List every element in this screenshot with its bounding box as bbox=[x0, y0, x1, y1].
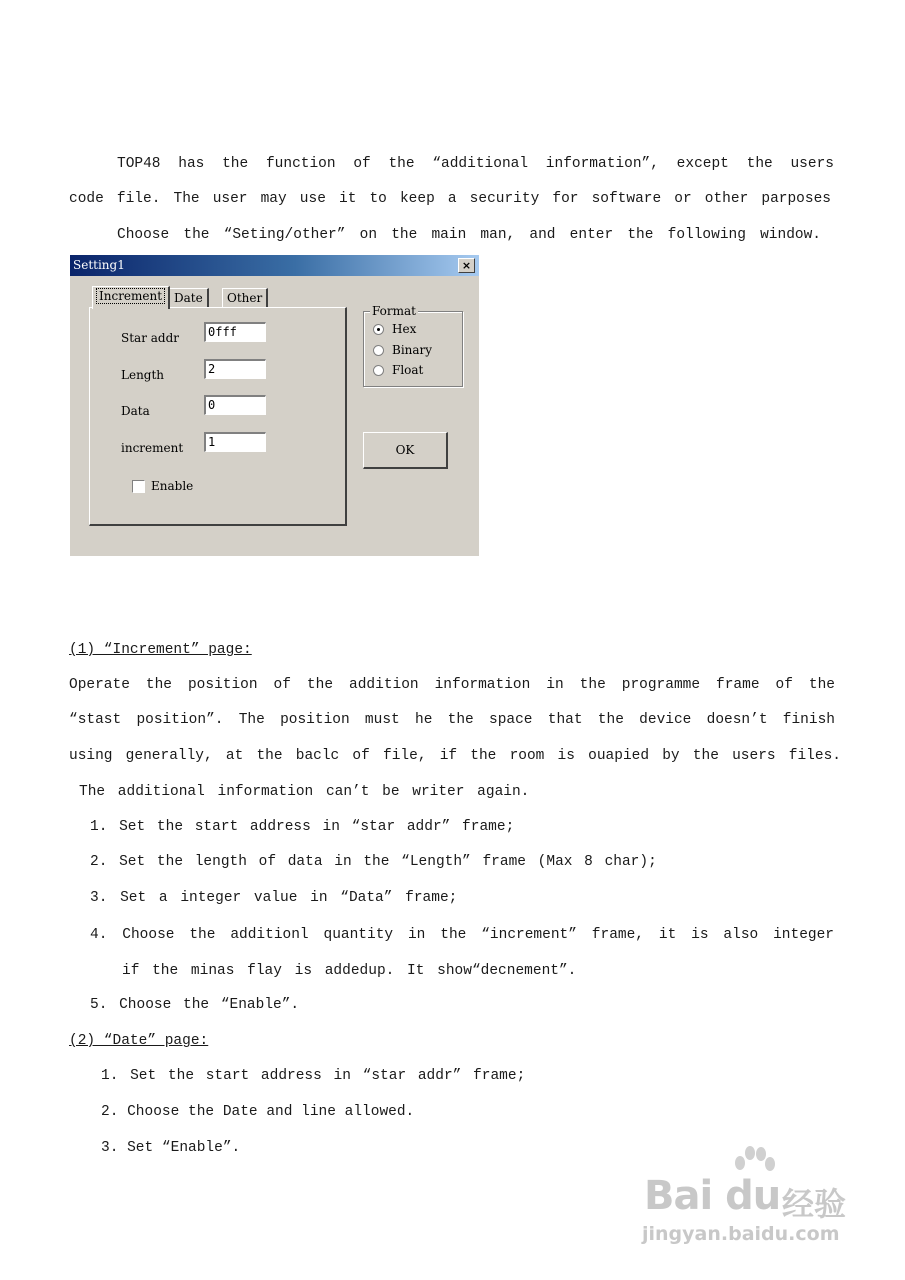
increment-input[interactable]: 1 bbox=[204, 432, 266, 452]
section1-heading: (1) “Increment” page: bbox=[69, 642, 252, 658]
radio-float[interactable] bbox=[373, 365, 384, 376]
section1-step-2: 2. Set the length of data in the “Length” frame (Max 8 char); bbox=[90, 854, 657, 870]
enable-checkbox[interactable] bbox=[132, 480, 145, 493]
radio-float-label: Float bbox=[392, 363, 424, 377]
section1-body-2: “stast position”. The position must he the space that the device doesn’t finish bbox=[69, 712, 835, 728]
radio-hex-label: Hex bbox=[392, 322, 417, 336]
section1-step-1: 1. Set the start address in “star addr” frame; bbox=[90, 819, 515, 835]
format-legend: Format bbox=[372, 304, 416, 318]
section1-step-5: 5. Choose the “Enable”. bbox=[90, 997, 300, 1013]
dialog-title: Setting1 bbox=[73, 258, 125, 272]
section2-step-3: 3. Set “Enable”. bbox=[101, 1140, 241, 1156]
intro-line-3: Choose the “Seting/other” on the main man, and enter the following window. bbox=[117, 227, 821, 243]
close-icon[interactable]: × bbox=[458, 258, 475, 273]
section1-step-4-cont: if the minas flay is addedup. It show“decnement”. bbox=[122, 963, 577, 979]
section2-step-1: 1. Set the start address in “star addr” frame; bbox=[101, 1068, 526, 1084]
radio-binary[interactable] bbox=[373, 345, 384, 356]
data-label: Data bbox=[121, 404, 150, 418]
tab-other[interactable]: Other bbox=[222, 288, 268, 308]
dialog-titlebar bbox=[70, 255, 479, 276]
intro-line-2: code file. The user may use it to keep a security for software or other parposes bbox=[69, 191, 831, 207]
baidu-watermark bbox=[640, 1145, 860, 1255]
watermark-url: jingyan.baidu.com bbox=[642, 1223, 840, 1245]
watermark-logo: Bai du bbox=[644, 1173, 781, 1219]
tab-date[interactable]: Date bbox=[169, 288, 209, 308]
length-input[interactable]: 2 bbox=[204, 359, 266, 379]
ok-button[interactable]: OK bbox=[363, 432, 448, 469]
settings-dialog bbox=[70, 255, 479, 556]
section2-heading: (2) “Date” page: bbox=[69, 1033, 209, 1049]
section1-step-4: 4. Choose the additionl quantity in the “increment” frame, it is also integer bbox=[90, 927, 834, 943]
section1-body-3: using generally, at the baclc of file, if the room is ouapied by the users files. bbox=[69, 748, 841, 764]
data-input[interactable]: 0 bbox=[204, 395, 266, 415]
star-addr-input[interactable]: 0fff bbox=[204, 322, 266, 342]
increment-label: increment bbox=[121, 441, 184, 455]
length-label: Length bbox=[121, 368, 165, 382]
radio-binary-label: Binary bbox=[392, 343, 433, 357]
enable-label: Enable bbox=[151, 479, 194, 493]
intro-line-1: TOP48 has the function of the “additional information”, except the users bbox=[117, 156, 834, 172]
watermark-chinese: 经验 bbox=[782, 1185, 847, 1223]
section2-step-2: 2. Choose the Date and line allowed. bbox=[101, 1104, 415, 1120]
radio-hex[interactable] bbox=[373, 324, 384, 335]
tab-increment[interactable]: Increment bbox=[92, 286, 170, 309]
section1-step-3: 3. Set a integer value in “Data” frame; bbox=[90, 890, 458, 906]
star-addr-label: Star addr bbox=[121, 331, 180, 345]
section1-body-4: The additional information can’t be writer again. bbox=[79, 784, 530, 800]
section1-body-1: Operate the position of the addition information in the programme frame of the bbox=[69, 677, 835, 693]
